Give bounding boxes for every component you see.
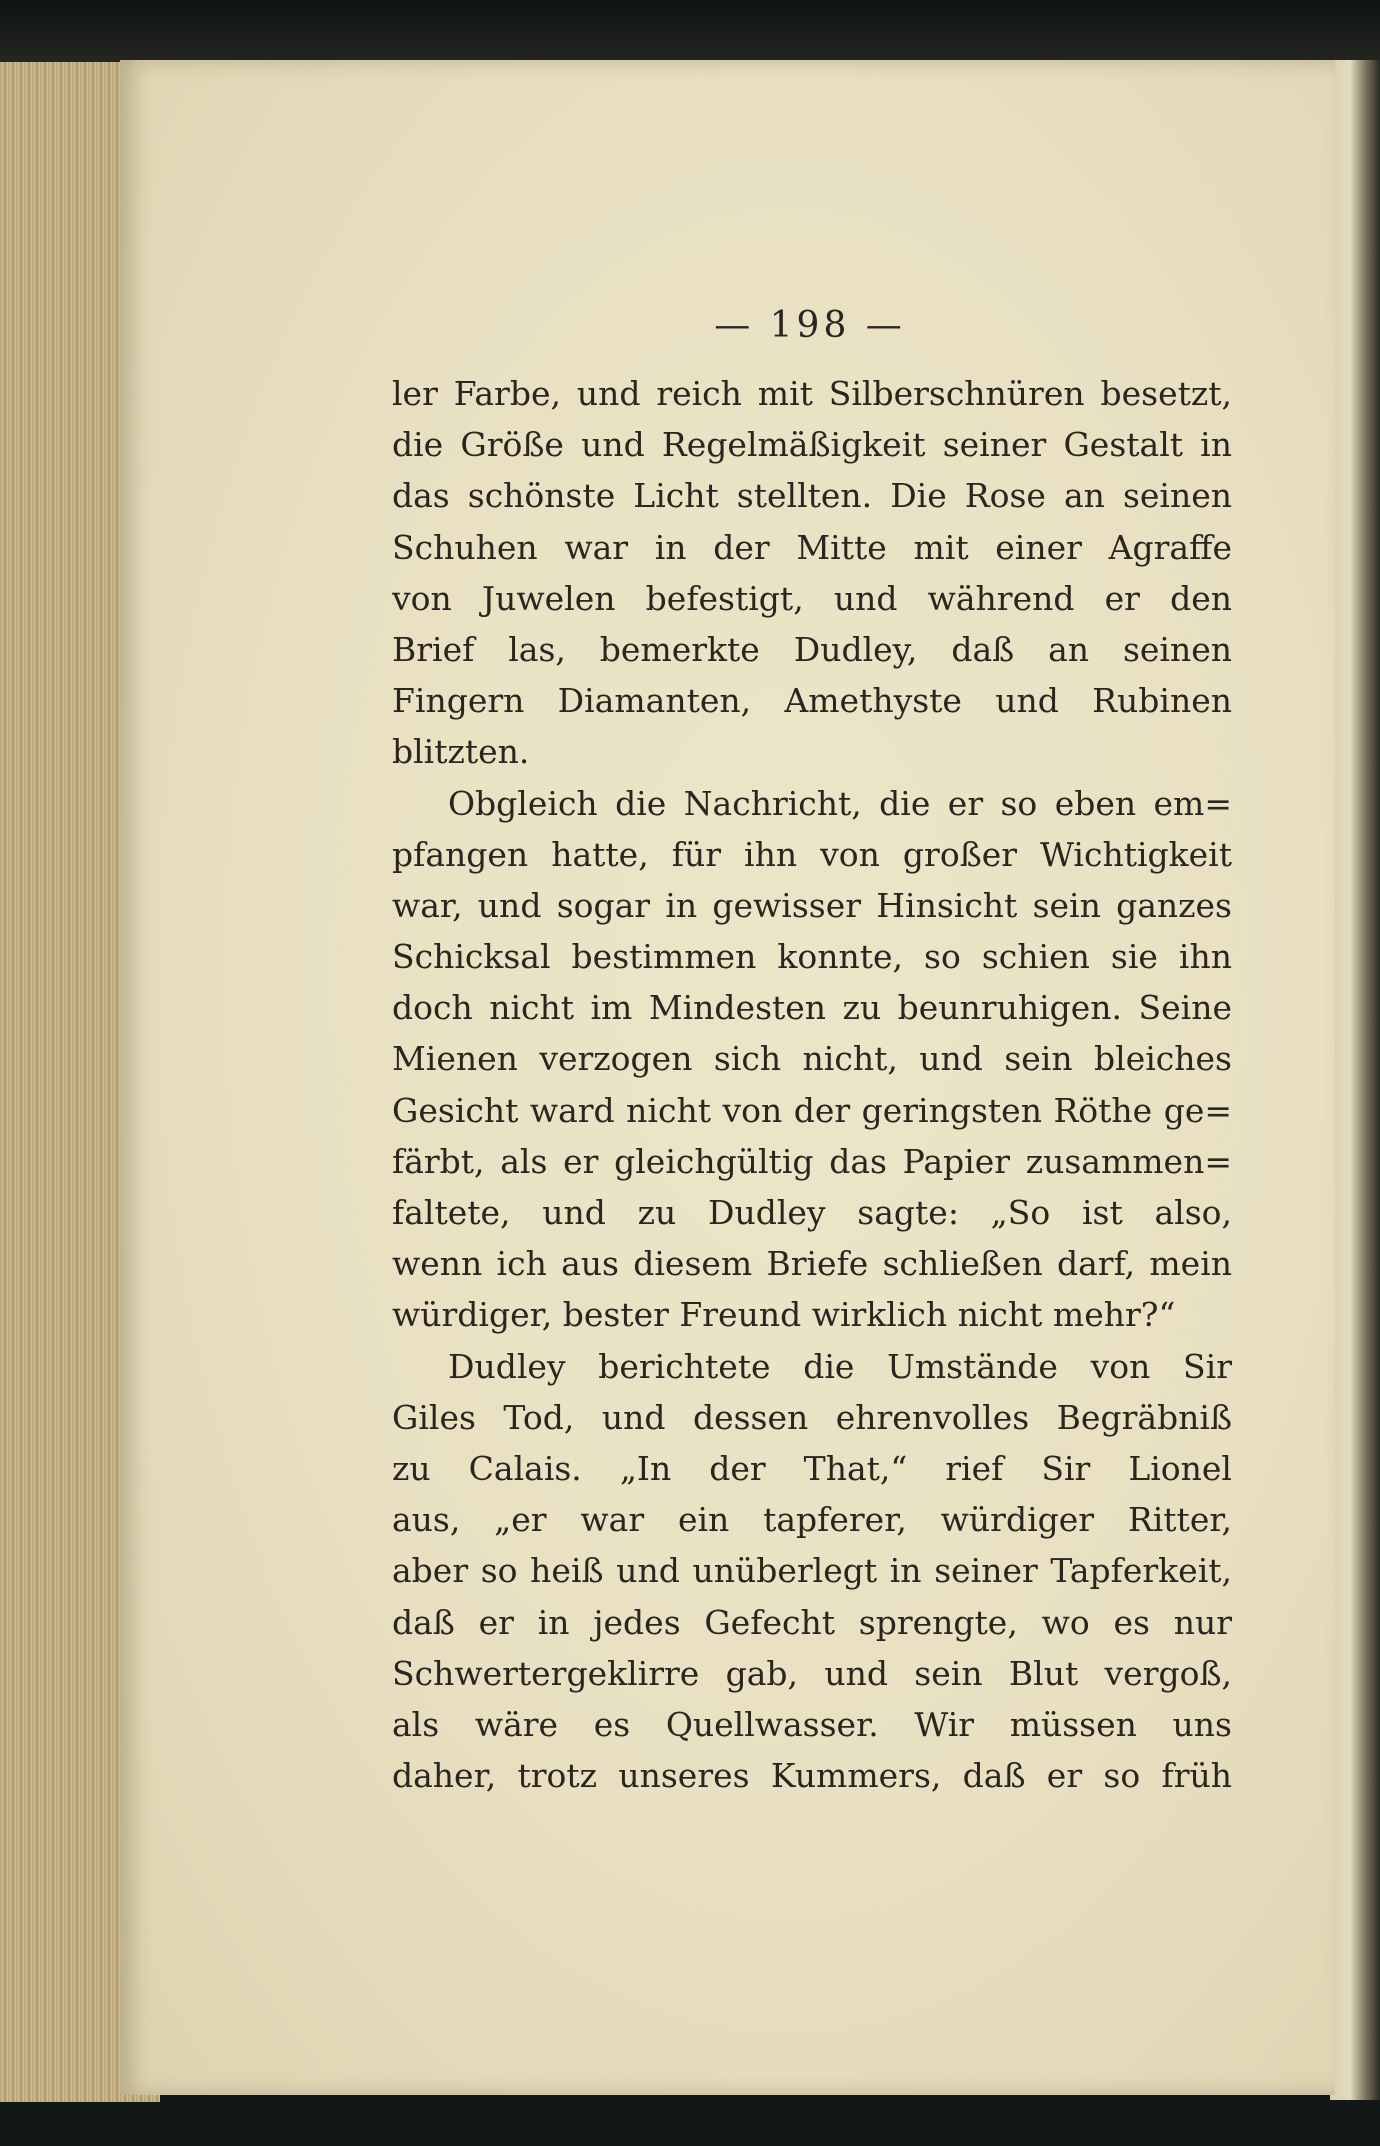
text-line: wenn ich aus diesem Briefe schließen darf, mein <box>392 1244 1232 1284</box>
text-line: die Größe und Regelmäßigkeit seiner Gestalt in <box>392 425 1232 465</box>
book-gutter <box>1330 60 1380 2100</box>
text-line: zu Calais. „In der That,“ rief Sir Lionel <box>392 1448 1232 1488</box>
page-number-header: — 198 — <box>714 304 906 346</box>
text-line: daher, trotz unseres Kummers, daß er so früh <box>392 1756 1232 1796</box>
text-line: pfangen hatte, für ihn von großer Wichtigkeit <box>392 834 1232 874</box>
text-line: Schuhen war in der Mitte mit einer Agraffe <box>392 527 1232 567</box>
body-text <box>392 368 1232 1801</box>
text-line: aber so heiß und unüberlegt in seiner Tapferkeit, <box>392 1551 1232 1591</box>
text-line: Fingern Diamanten, Amethyste und Rubinen <box>392 681 1232 721</box>
text-line: Giles Tod, und dessen ehrenvolles Begräbniß <box>392 1397 1232 1437</box>
text-line: von Juwelen befestigt, und während er den <box>392 578 1232 618</box>
text-line: doch nicht im Mindesten zu beunruhigen. Seine <box>392 988 1232 1028</box>
text-line: blitzten. <box>392 732 530 772</box>
text-line: Obgleich die Nachricht, die er so eben em= <box>448 783 1232 823</box>
text-line: aus, „er war ein tapferer, würdiger Ritter, <box>392 1500 1232 1540</box>
text-line: Schwertergeklirre gab, und sein Blut vergoß, <box>392 1653 1232 1693</box>
text-line: Mienen verzogen sich nicht, und sein bleiches <box>392 1039 1232 1079</box>
text-line: würdiger, bester Freund wirklich nicht mehr?“ <box>392 1295 1176 1335</box>
text-line: war, und sogar in gewisser Hinsicht sein ganzes <box>392 885 1232 925</box>
text-line: Dudley berichtete die Umstände von Sir <box>448 1346 1232 1386</box>
text-line: ler Farbe, und reich mit Silberschnüren besetzt, <box>392 374 1232 413</box>
text-line: daß er in jedes Gefecht sprengte, wo es nur <box>392 1602 1232 1642</box>
text-line: Schicksal bestimmen konnte, so schien sie ihn <box>392 937 1232 977</box>
text-line: als wäre es Quellwasser. Wir müssen uns <box>392 1704 1232 1744</box>
text-line: Brief las, bemerkte Dudley, daß an seinen <box>392 629 1232 669</box>
scan-background-bottom <box>0 2090 1380 2146</box>
text-line: Gesicht ward nicht von der geringsten Röthe ge= <box>392 1090 1232 1130</box>
text-line: färbt, als er gleichgültig das Papier zusammen= <box>392 1141 1232 1181</box>
text-line: das schönste Licht stellten. Die Rose an seinen <box>392 476 1232 516</box>
text-line: faltete, und zu Dudley sagte: „So ist also, <box>392 1193 1232 1232</box>
